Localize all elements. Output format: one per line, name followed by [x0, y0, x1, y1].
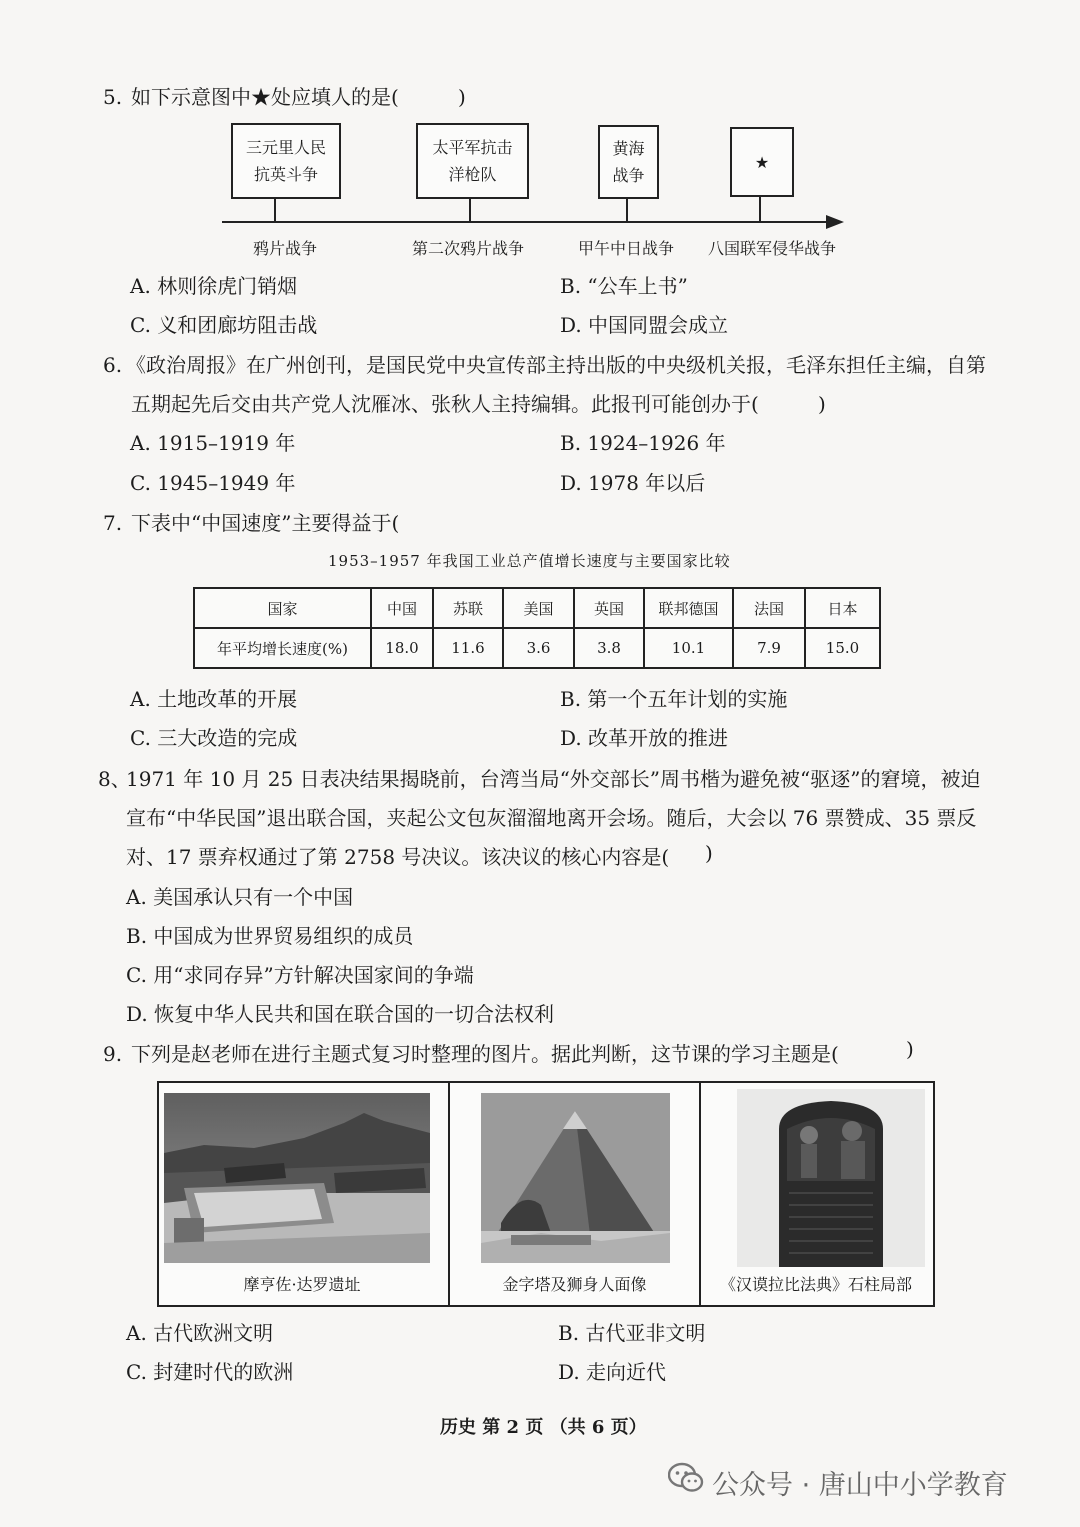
timeline-war-4: 八国联军侵华战争 — [708, 239, 837, 258]
q8-paren-close: ) — [705, 841, 713, 865]
star-icon: ★ — [754, 152, 770, 172]
timeline-tick-3 — [626, 197, 628, 222]
q8-line3: 对、17 票弃权通过了第 2758 号决议。该决议的核心内容是( — [126, 845, 670, 869]
table-header-cell: 联邦德国 — [644, 588, 733, 628]
q9-image-panel — [157, 1081, 935, 1307]
q7-option-d: D. 改革开放的推进 — [560, 726, 729, 750]
q5-option-a: A. 林则徐虎门销烟 — [130, 274, 298, 298]
table-cell: 10.1 — [644, 628, 733, 668]
timeline-war-1: 鸦片战争 — [253, 239, 318, 258]
timeline-war-3: 甲午中日战争 — [578, 239, 675, 258]
watermark-text: 公众号 · 唐山中小学教育 — [712, 1470, 1008, 1501]
table-cell: 11.6 — [433, 628, 503, 668]
q6-option-c: C. 1945–1949 年 — [130, 471, 296, 495]
table-header-row — [194, 588, 880, 628]
q5-number: 5. — [103, 85, 123, 109]
q8-option-d: D. 恢复中华人民共和国在联合国的一切合法权利 — [126, 1002, 555, 1026]
q9-option-a: A. 古代欧洲文明 — [126, 1321, 274, 1345]
q7-table-title: 1953–1957 年我国工业总产值增长速度与主要国家比较 — [328, 552, 731, 570]
q5-option-b: B. “公车上书” — [560, 274, 688, 298]
wechat-icon — [668, 1462, 704, 1498]
timeline-box-3-line2: 战争 — [612, 166, 645, 185]
q7-growth-table — [193, 587, 881, 669]
table-header-cell: 法国 — [733, 588, 805, 628]
q7-number: 7. — [103, 511, 123, 535]
timeline-box-1-line2: 抗英斗争 — [253, 165, 318, 184]
q5-paren-close: ) — [458, 85, 466, 109]
q9-text: 下列是赵老师在进行主题式复习时整理的图片。据此判断，这节课的学习主题是( — [131, 1042, 839, 1066]
q7-option-b: B. 第一个五年计划的实施 — [560, 687, 788, 711]
timeline-box-1-line1: 三元里人民 — [245, 138, 326, 157]
q8-option-a: A. 美国承认只有一个中国 — [126, 885, 354, 909]
pyramid-sphinx-photo — [481, 1093, 670, 1263]
q6-option-a: A. 1915–1919 年 — [130, 431, 296, 455]
table-cell: 15.0 — [805, 628, 880, 668]
table-header-cell: 中国 — [371, 588, 433, 628]
q8-option-b: B. 中国成为世界贸易组织的成员 — [126, 924, 414, 948]
timeline-box-star — [730, 127, 794, 197]
timeline-box-2 — [416, 123, 529, 199]
table-cell: 7.9 — [733, 628, 805, 668]
caption-mohenjo-daro: 摩亨佐·达罗遗址 — [243, 1275, 361, 1294]
timeline-box-2-line1: 太平军抗击 — [432, 138, 513, 157]
hammurabi-stele-photo — [737, 1089, 925, 1267]
q7-text: 下表中“中国速度”主要得益于( — [131, 511, 400, 535]
timeline-box-3 — [598, 125, 659, 199]
table-header-cell: 日本 — [805, 588, 880, 628]
timeline-tick-4 — [759, 195, 761, 222]
timeline-axis — [222, 221, 830, 223]
q5-option-c: C. 义和团廊坊阻击战 — [130, 313, 318, 337]
q5-option-d: D. 中国同盟会成立 — [560, 313, 729, 337]
timeline-box-2-line2: 洋枪队 — [448, 165, 497, 184]
table-cell: 18.0 — [371, 628, 433, 668]
timeline-war-2: 第二次鸦片战争 — [412, 239, 525, 258]
q9-number: 9. — [103, 1042, 123, 1066]
table-header-cell: 美国 — [503, 588, 574, 628]
mohenjo-daro-photo — [164, 1093, 430, 1263]
table-header-cell: 英国 — [574, 588, 644, 628]
timeline-tick-2 — [469, 197, 471, 222]
caption-pyramid-sphinx: 金字塔及狮身人面像 — [502, 1275, 647, 1294]
q7-option-c: C. 三大改造的完成 — [130, 726, 298, 750]
timeline-tick-1 — [274, 197, 276, 222]
q6-number: 6. — [103, 353, 123, 377]
q9-option-d: D. 走向近代 — [558, 1360, 667, 1384]
q6-option-b: B. 1924–1926 年 — [560, 431, 726, 455]
q6-paren-close: ) — [818, 392, 826, 416]
timeline-box-3-line1: 黄海 — [612, 139, 645, 158]
caption-hammurabi: 《汉谟拉比法典》石柱局部 — [719, 1275, 912, 1294]
q5-text: 如下示意图中★处应填人的是( — [131, 85, 399, 109]
table-header-label: 国家 — [194, 588, 371, 628]
q9-paren-close: ) — [906, 1037, 914, 1061]
q6-line1: 《政治周报》在广州创刊，是国民党中央宣传部主持出版的中央级机关报，毛泽东担任主编，自第 — [126, 353, 986, 377]
table-cell: 3.8 — [574, 628, 644, 668]
table-row — [194, 628, 880, 668]
q9-option-c: C. 封建时代的欧洲 — [126, 1360, 294, 1384]
q6-option-d: D. 1978 年以后 — [560, 471, 706, 495]
arrow-right-icon — [826, 215, 844, 229]
table-cell: 3.6 — [503, 628, 574, 668]
q8-option-c: C. 用“求同存异”方针解决国家间的争端 — [126, 963, 474, 987]
page-footer: 历史 第 2 页 （共 6 页） — [440, 1417, 647, 1438]
timeline-box-1 — [231, 123, 341, 199]
table-row-label: 年平均增长速度(%) — [194, 628, 371, 668]
q6-line2: 五期起先后交由共产党人沈雁冰、张秋人主持编辑。此报刊可能创办于( — [131, 392, 759, 416]
q9-option-b: B. 古代亚非文明 — [558, 1321, 706, 1345]
q7-option-a: A. 土地改革的开展 — [130, 687, 298, 711]
q8-line1: 1971 年 10 月 25 日表决结果揭晓前，台湾当局“外交部长”周书楷为避免被“驱逐”的窘境，被迫 — [126, 767, 981, 791]
q8-line2: 宣布“中华民国”退出联合国，夹起公文包灰溜溜地离开会场。随后，大会以 76 票赞成、35 票反 — [126, 806, 977, 830]
q8-number: 8、 — [98, 767, 131, 791]
table-header-cell: 苏联 — [433, 588, 503, 628]
